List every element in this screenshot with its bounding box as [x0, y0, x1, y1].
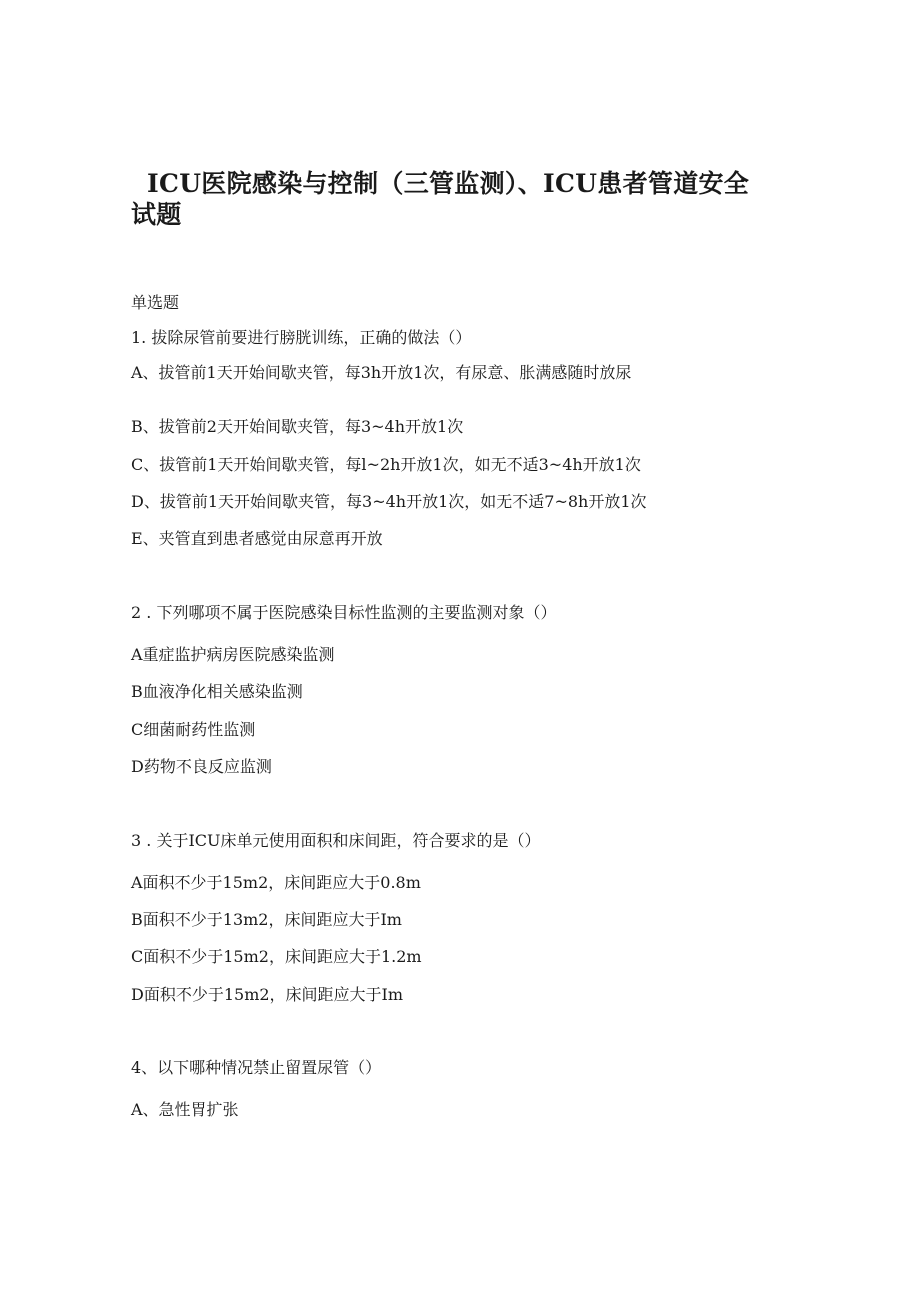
question-stem-1: 1. 拔除尿管前要进行膀胱训练，正确的做法（）	[131, 328, 472, 347]
option-2a: A重症监护病房医院感染监测	[131, 645, 335, 664]
option-2c: C细菌耐药性监测	[131, 720, 256, 739]
page-title: ICU医院感染与控制（三管监测）、ICU患者管道安全试题	[131, 169, 750, 229]
option-2d: D药物不良反应监测	[131, 757, 272, 776]
option-4a: A、急性胃扩张	[131, 1100, 239, 1119]
option-3d: D面积不少于15m2，床间距应大于Im	[131, 985, 404, 1004]
question-stem-4: 4、以下哪种情况禁止留置尿管（）	[131, 1058, 382, 1077]
option-1b: B、拔管前2天开始间歇夹管，每3~4h开放1次	[131, 417, 464, 436]
question-stem-3: 3 . 关于ICU床单元使用面积和床间距，符合要求的是（）	[131, 831, 541, 850]
question-stem-2: 2 . 下列哪项不属于医院感染目标性监测的主要监测对象（）	[131, 603, 557, 622]
option-1c: C、拔管前1天开始间歇夹管，每l~2h开放1次，如无不适3~4h开放1次	[131, 455, 641, 474]
option-2b: B血液净化相关感染监测	[131, 682, 303, 701]
option-1a: A、拔管前1天开始间歇夹管，每3h开放1次，有尿意、胀满感随时放尿	[131, 363, 632, 382]
option-1e: E、夹管直到患者感觉由尿意再开放	[131, 529, 383, 548]
option-1d: D、拔管前1天开始间歇夹管，每3~4h开放1次，如无不适7~8h开放1次	[131, 492, 647, 511]
option-3a: A面积不少于15m2，床间距应大于0.8m	[131, 873, 421, 892]
option-3c: C面积不少于15m2，床间距应大于1.2m	[131, 947, 422, 966]
option-3b: B面积不少于13m2，床间距应大于Im	[131, 910, 402, 929]
section-label: 单选题	[131, 293, 180, 312]
